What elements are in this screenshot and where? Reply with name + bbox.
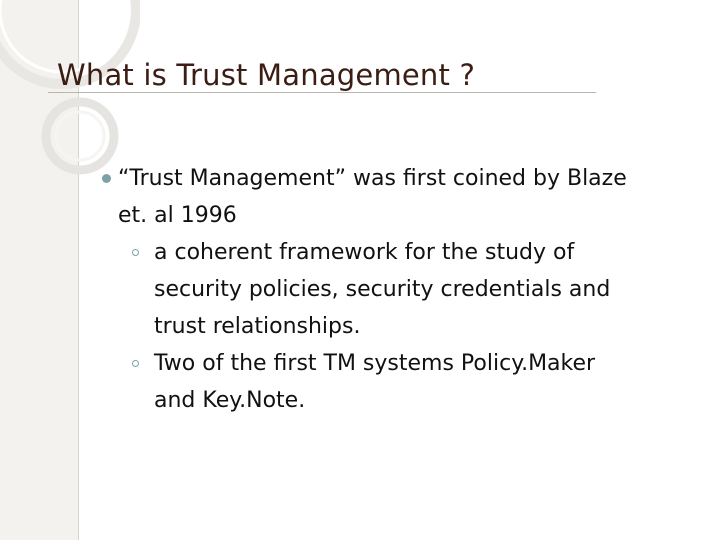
bullet-item <box>104 160 684 419</box>
bullet-text-line: et. al 1996 <box>118 203 237 228</box>
sub-bullet-list <box>118 234 684 419</box>
title-underline <box>48 92 596 93</box>
slide-title: What is Trust Management ? <box>57 58 476 92</box>
sub-bullet-text-line: Two of the first TM systems Policy.Maker <box>154 351 596 376</box>
bullet-text-line: “Trust Management” was first coined by Blaze <box>118 166 627 191</box>
bullet-dot-icon <box>102 174 111 183</box>
ring-bullet-icon <box>132 249 139 256</box>
sub-bullet-text-line: security policies, security credentials and <box>154 277 611 302</box>
ring-bullet-icon <box>132 360 139 367</box>
sub-bullet-text-line: a coherent framework for the study of <box>154 240 575 265</box>
sub-bullet-item <box>130 345 684 419</box>
sub-bullet-item <box>130 234 684 345</box>
slide-content <box>104 160 684 419</box>
sub-bullet-text-line: trust relationships. <box>154 314 361 339</box>
sub-bullet-text-line: and Key.Note. <box>154 388 306 413</box>
